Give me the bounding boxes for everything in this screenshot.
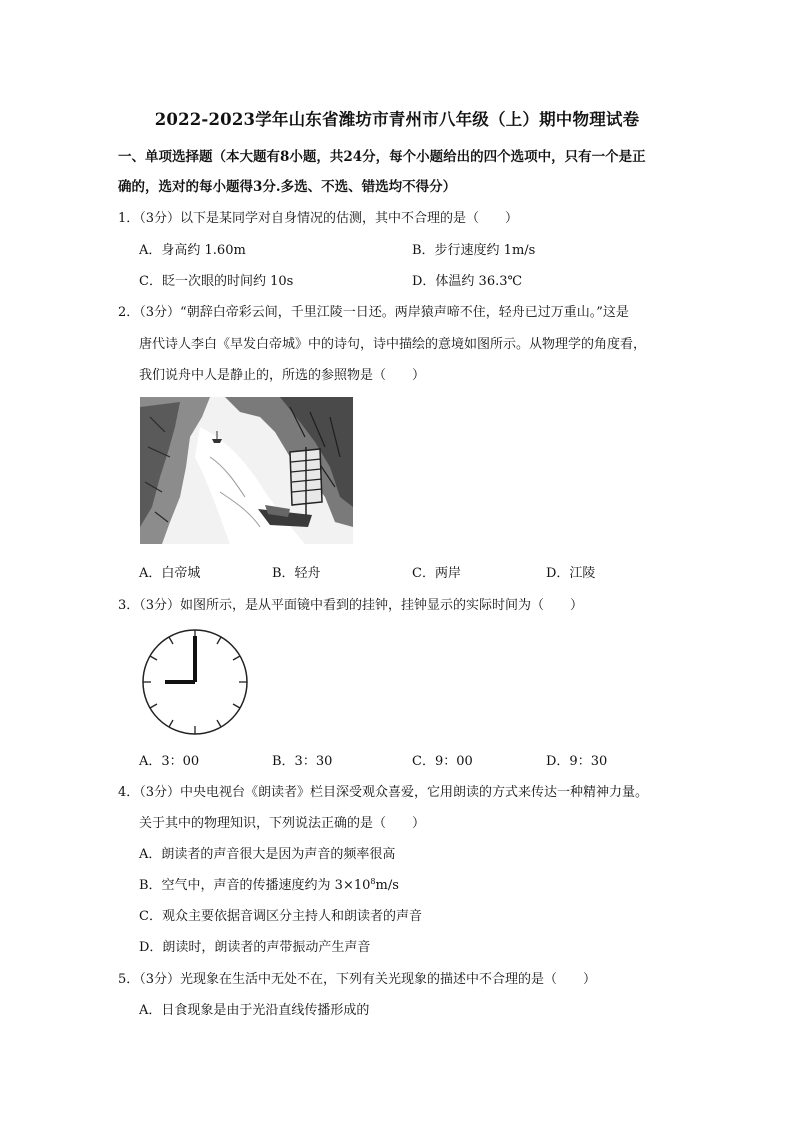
question-3-stem: 3．（3分）如图所示，是从平面镜中看到的挂钟，挂钟显示的实际时间为（ ） <box>118 598 584 613</box>
boat-river-illustration <box>140 397 353 544</box>
question-4-stem-line-2: 关于其中的物理知识，下列说法正确的是（ ） <box>139 816 426 831</box>
question-2-option-b: B．轻舟 <box>272 566 321 581</box>
mirror-clock-diagram <box>140 627 250 737</box>
question-3-option-c: C．9：00 <box>412 754 473 769</box>
question-4-option-a: A．朗读者的声音很大是因为声音的频率很高 <box>139 847 396 862</box>
question-1-option-b: B．步行速度约 1m/s <box>412 243 536 258</box>
question-2-option-c: C．两岸 <box>412 566 461 581</box>
question-1-option-c: C．眨一次眼的时间约 10s <box>139 274 294 289</box>
question-2-option-a: A．白帝城 <box>139 566 201 581</box>
question-3-option-b: B．3：30 <box>272 754 333 769</box>
question-4-option-d: D．朗读时，朗读者的声带振动产生声音 <box>139 940 371 955</box>
question-3-option-d: D．9：30 <box>546 754 608 769</box>
question-1-option-d: D．体温约 36.3℃ <box>412 274 523 289</box>
question-1-option-a: A．身高约 1.60m <box>139 243 246 258</box>
question-4-option-b-exponent: 8 <box>370 877 376 886</box>
section-heading-line-1: 一、单项选择题（本大题有8小题，共24分，每个小题给出的四个选项中，只有一个是正 <box>118 149 646 165</box>
question-4-option-b-text: B．空气中，声音的传播速度约为 3×10 <box>139 878 371 893</box>
question-2-option-d: D．江陵 <box>546 566 596 581</box>
question-2-stem-line-3: 我们说舟中人是静止的，所选的参照物是（ ） <box>139 368 426 383</box>
question-5-option-a: A．日食现象是由于光沿直线传播形成的 <box>139 1003 370 1018</box>
question-4-stem-line-1: 4．（3分）中央电视台《朗读者》栏目深受观众喜爱，它用朗读的方式来传达一种精神力量。 <box>118 785 649 800</box>
question-4-option-c: C．观众主要依据音调区分主持人和朗读者的声音 <box>139 909 422 924</box>
question-4-option-b-unit: m/s <box>375 878 399 893</box>
question-4-option-b <box>139 874 399 893</box>
question-1-stem: 1．（3分）以下是某同学对自身情况的估测，其中不合理的是（ ） <box>118 211 519 226</box>
question-5-stem: 5．（3分）光现象在生活中无处不在，下列有关光现象的描述中不合理的是（ ） <box>118 972 597 987</box>
question-3-option-a: A．3：00 <box>139 754 200 769</box>
section-heading-line-2: 确的，选对的每小题得3分.多选、不选、错选均不得分） <box>118 179 457 195</box>
exam-title: 2022-2023学年山东省潍坊市青州市八年级（上）期中物理试卷 <box>154 110 640 129</box>
question-2-stem-line-2: 唐代诗人李白《早发白帝城》中的诗句，诗中描绘的意境如图所示。从物理学的角度看， <box>139 337 647 352</box>
section-heading <box>118 142 688 202</box>
question-2-stem-line-1: 2．（3分）“朝辞白帝彩云间，千里江陵一日还。两岸猿声啼不住，轻舟已过万重山。”这是 <box>118 305 629 320</box>
